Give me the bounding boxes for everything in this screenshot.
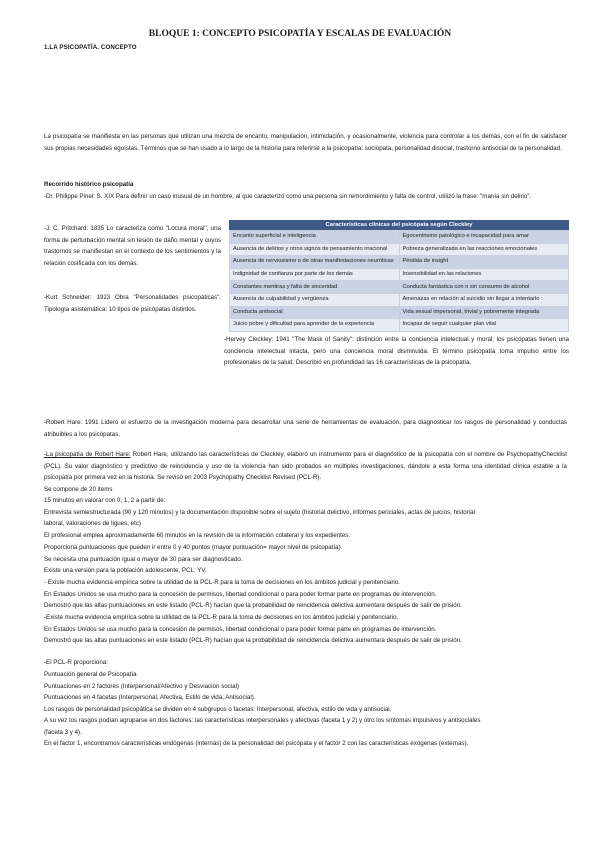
pritchard-paragraph: -J. C. Pritchard: 1835 Lo caracteriza como "Locura moral", una forma de perturbación mental sin lesión de daño mental y cuyos trastornos se manifiestan en el contexto de los sentimientos y la relación cosificada con los demás. xyxy=(44,225,221,267)
list-item: Los rasgos de personalidad psicopática se dividen en 4 subgrupos o facetas: Interpersonal, afectiva, estilo de vida y antisocial. xyxy=(44,706,392,713)
section-subtitle: 1.LA PSICOPATÍA. CONCEPTO xyxy=(44,44,137,51)
cleckley-paragraph: -Hervey Cleckley: 1941 "The Mask of Sanity": distinción entre la conciencia intelectual y moral; los psicópatas tienen una conciencia intelectual intacta, pero una conciencia moral disminuida. El término psicopatía toma impulso entre los profesionales de la salud. Describió en profundidad las 16 características de la psicopatía. xyxy=(224,336,569,367)
schneider-paragraph: -Kurt Schneider: 1923 Obra "Personalidades psicopáticas". Tipología asistemática: 10 tipos de psicópatas distintos. xyxy=(44,294,221,313)
table-row: Ausencia de nerviosismo o de otras manifestaciones neuróticas Pérdida de insight xyxy=(230,256,569,269)
list-item: Puntuaciones en 4 facetas (Interpersonal, Afectiva, Estilo de vida, Antisocial). xyxy=(44,694,256,701)
table-row: Constantes mentiras y falta de sinceridad Conducta fantástica con o sin consumo de alcohol xyxy=(230,281,569,294)
cleckley-table xyxy=(229,220,569,332)
hare-paragraph: -Robert Hare: 1991 Lideró el esfuerzo de la investigación moderna para desarrollar una serie de herramientas de evaluación, para diagnosticar los rasgos de personalidad y conductas atribuibles a los psicópatas. xyxy=(44,419,567,438)
list-item: 15 minutos en valorar con 0, 1, 2 a partir de: xyxy=(44,497,166,504)
history-heading: Recorrido histórico psicopatía xyxy=(44,181,134,188)
list-item: Puntuaciones en 2 factores (Interpersonal/Afectivo y Desviación social) xyxy=(44,683,240,690)
table-row: Ausencia de delirios y otros signos de pensamiento irracional Pobreza generalizada en las reacciones emocionales xyxy=(230,243,569,256)
table-row: Juicio pobre y dificultad para aprender de la experiencia Incapaz de seguir cualquier plan vital xyxy=(230,319,569,332)
list-item: -Existe mucha evidencia empírica sobre la utilidad de la PCL-R para la toma de decisiones en los ámbitos judicial y penitenciario. xyxy=(44,614,399,621)
list-item: - Existe mucha evidencia empírica sobre la utilidad de la PCL-R para la toma de decisiones en los ámbitos judicial y penitenciario. xyxy=(44,579,400,586)
list-item: Entrevista semiestructurada (90 y 120 minutos) y la documentación disponible sobre el sujeto (historial delictivo, informes periciales, actas de juicios, historial xyxy=(44,509,475,516)
list-item: Demostró que las altas puntuaciones en este listado (PCL-R) hacían que la probabilidad de reincidencia delictiva aumentara después de salir de prisión. xyxy=(44,602,462,609)
table-row: Encanto superficial e inteligencia Egocentrismo patológico e incapacidad para amar xyxy=(230,231,569,244)
list-item: Se necesita una puntuación igual o mayor de 30 para ser diagnosticado. xyxy=(44,556,243,563)
list-item: -El PCL-R proporciona: xyxy=(44,659,108,666)
page-title: BLOQUE 1: CONCEPTO PSICOPATÍA Y ESCALAS DE EVALUACIÓN xyxy=(148,29,452,39)
hare-scale-text: Robert Hare, utilizando las características de Cleckley, elaboró un instrumento para el diagnóstico de la psicopatía con el nombre de PsychopathyChecklist (PCL). Su valor diagnóstico y predictivo de reincidencia y uso de la violencia han sido probados en múltiples investigaciones, dándole a esta forma una identidad clínica estable a la psicopatía por primera vez en la historia. Se revisó en 2003 Psychopathy Checklist Revised (PCL-R). xyxy=(44,451,567,482)
list-item: Se compone de 20 items xyxy=(44,486,113,493)
list-item: En el factor 1, encontramos características endógenas (internas) de la personalidad del psicópata y el factor 2 con las características exógenas (externas). xyxy=(44,740,469,747)
table-caption: Características clínicas del psicópata según Cleckley xyxy=(229,220,569,230)
pinel-paragraph: -Dr. Philippe Pinel: S. XIX Para definir un caso inusual de un hombre, al que caracterizó como una persona sin remordimiento y falta de control, utilizó la frase: "manía sin delirio". xyxy=(44,193,532,200)
list-item: Puntuación general de Psicopatía xyxy=(44,671,137,678)
list-item: En Estados Unidos se usa mucho para la concesión de permisos, libertad condicional o para poder formar parte en programas de intervención. xyxy=(44,591,437,598)
intro-paragraph: La psicopatía se manifiesta en las personas que utilizan una mezcla de encanto, manipulación, intimidación, y ocasionalmente, violencia para controlar a los demás, con el fin de satisfacer sus propias necesidades egoístas. Términos que se han usado a lo largo de la historia para referirse a la psicopatía: sociópata, personalidad disocial, trastorno antisocial de la personalidad. xyxy=(44,133,567,152)
list-item: En Estados Unidos se usa mucho para la concesión de permisos, libertad condicional o para poder formar parte en programas de intervención. xyxy=(44,626,437,633)
table-row: Ausencia de culpabilidad y vergüenza Amenazas en relación al suicidio sin llegar a intentarlo xyxy=(230,293,569,306)
table-row: Conducta antisocial Vida sexual impersonal, trivial y pobremente integrada xyxy=(230,306,569,319)
hare-scale-heading: -La psicopatía de Robert Hare: xyxy=(44,451,131,458)
cleckley-block xyxy=(44,334,569,370)
hare-scale-paragraph xyxy=(44,449,567,484)
list-item: A su vez los rasgos podían agruparse en dos factores: las características interpersonales y afectivas (faceta 1 y 2) y otro los síntomas impulsivos y antisociales xyxy=(44,717,481,724)
list-item: El profesional emplea aproximadamente 60 minutos en la revisión de la información colateral y los expedientes. xyxy=(44,532,351,539)
table-row: Indignidad de confianza por parte de los demás Insensibilidad en las relaciones xyxy=(230,268,569,281)
list-item: Demostró que las altas puntuaciones en este listado (PCL-R) hacían que la probabilidad de reincidencia delictiva aumentara después de salir de prisión. xyxy=(44,637,462,644)
list-item: Proporciona puntuaciones que pueden ir entre 0 y 40 puntos (mayor puntuación= mayor nivel de psicopatía). xyxy=(44,544,343,551)
list-item: Existe una versión para la población adolescente, PCL: YV. xyxy=(44,567,207,574)
list-item: (faceta 3 y 4). xyxy=(44,729,82,736)
list-item: laboral, valoraciones de ligues, etc) xyxy=(44,520,141,527)
float-spacer xyxy=(44,334,224,370)
